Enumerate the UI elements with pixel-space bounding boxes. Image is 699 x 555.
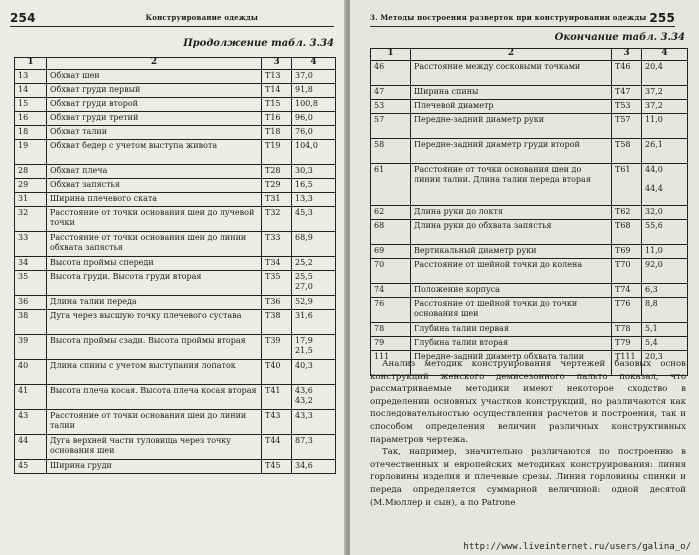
measurement-name: Обхват бедер с учетом выступа живота (47, 140, 262, 165)
table-row (371, 220, 688, 245)
measurement-code: T32 (262, 207, 292, 232)
table-row (15, 112, 336, 126)
measurement-code: T35 (262, 271, 292, 296)
measurement-value: 17,9 21,5 (292, 335, 336, 360)
row-number: 14 (15, 84, 47, 98)
measurement-value: 31,6 (292, 310, 336, 335)
measurement-code: T13 (262, 70, 292, 84)
measurement-value: 11,0 (642, 245, 688, 259)
table-row (371, 114, 688, 139)
table-row (15, 271, 336, 296)
measurement-value: 8,8 (642, 298, 688, 323)
table-row (371, 323, 688, 337)
measurement-name: Расстояние от точки основания шеи до линии обхвата запястья (47, 232, 262, 257)
measurement-name: Расстояние от шейной точки до колена (411, 259, 612, 284)
row-number: 61 (371, 164, 411, 206)
row-number: 70 (371, 259, 411, 284)
table-row (371, 164, 688, 206)
measurement-code: T31 (262, 193, 292, 207)
measurement-value: 16,5 (292, 179, 336, 193)
row-number: 39 (15, 335, 47, 360)
measurement-code: T76 (612, 298, 642, 323)
table-row (15, 165, 336, 179)
table-row (15, 126, 336, 140)
table-header-row (15, 58, 336, 70)
measurement-code: T61 (612, 164, 642, 206)
table-row (15, 193, 336, 207)
measurement-name: Дуга через высшую точку плечевого сустава (47, 310, 262, 335)
measurement-code: T33 (262, 232, 292, 257)
table-row (15, 232, 336, 257)
measurement-value: 55,6 (642, 220, 688, 245)
measurement-value: 11,0 (642, 114, 688, 139)
measurement-name: Глубина талии вторая (411, 337, 612, 351)
table-row (15, 410, 336, 435)
measurement-value: 37,2 (642, 86, 688, 100)
measurement-name: Ширина плечевого ската (47, 193, 262, 207)
measurement-name: Положение корпуса (411, 284, 612, 298)
measurement-code: T62 (612, 206, 642, 220)
measurement-value: 37,2 (642, 100, 688, 114)
measurement-value: 76,0 (292, 126, 336, 140)
measurement-name: Глубина талии первая (411, 323, 612, 337)
column-header: 4 (642, 49, 688, 61)
measurement-name: Ширина спины (411, 86, 612, 100)
row-number: 33 (15, 232, 47, 257)
row-number: 38 (15, 310, 47, 335)
measurement-code: T74 (612, 284, 642, 298)
measurement-name: Расстояние между сосковыми точками (411, 61, 612, 86)
table-body (15, 70, 336, 474)
measurement-name: Высота груди. Высота груди вторая (47, 271, 262, 296)
row-number: 78 (371, 323, 411, 337)
row-number: 28 (15, 165, 47, 179)
measurement-value: 104,0 (292, 140, 336, 165)
column-header: 4 (292, 58, 336, 70)
measurement-value: 34,6 (292, 460, 336, 474)
measurement-name: Обхват талии (47, 126, 262, 140)
measurement-value: 43,3 (292, 410, 336, 435)
measurement-code: T16 (262, 112, 292, 126)
measurement-name: Высота проймы сзади. Высота проймы вторая (47, 335, 262, 360)
table-row (371, 100, 688, 114)
measurement-name: Ширина груди (47, 460, 262, 474)
measurement-code: T44 (262, 435, 292, 460)
table-row (15, 335, 336, 360)
row-number: 69 (371, 245, 411, 259)
table-row (15, 460, 336, 474)
measurement-value: 43,6 43,2 (292, 385, 336, 410)
row-number: 47 (371, 86, 411, 100)
measurement-name: Вертикальный диаметр руки (411, 245, 612, 259)
table-row (15, 310, 336, 335)
measurement-name: Обхват груди первый (47, 84, 262, 98)
measurement-code: T14 (262, 84, 292, 98)
row-number: 18 (15, 126, 47, 140)
measurement-value: 6,3 (642, 284, 688, 298)
table-row (15, 179, 336, 193)
measurement-code: T36 (262, 296, 292, 310)
measurement-value: 91,8 (292, 84, 336, 98)
measurement-code: T15 (262, 98, 292, 112)
measurement-value: 92,0 (642, 259, 688, 284)
measurement-value: 25,5 27,0 (292, 271, 336, 296)
row-number: 29 (15, 179, 47, 193)
table-row (371, 298, 688, 323)
table-row (15, 435, 336, 460)
measurement-code: T79 (612, 337, 642, 351)
measurement-value: 5,1 (642, 323, 688, 337)
measurement-code: T29 (262, 179, 292, 193)
table-row (15, 70, 336, 84)
table-row (371, 206, 688, 220)
measurement-value: 52,9 (292, 296, 336, 310)
table-row (15, 98, 336, 112)
measurement-name: Расстояние от точки основания шеи до лучевой точки (47, 207, 262, 232)
measurement-code: T57 (612, 114, 642, 139)
measurement-value: 45,3 (292, 207, 336, 232)
table-row (15, 257, 336, 271)
table-row (371, 139, 688, 164)
table-caption: Продолжение табл. 3.34 (183, 38, 334, 49)
measurement-value: 44,0 44,4 (642, 164, 688, 206)
measurement-name: Расстояние от точки основания шеи до линии талии. Длина талии переда вторая (411, 164, 612, 206)
row-number: 62 (371, 206, 411, 220)
table-row (371, 284, 688, 298)
measurement-code: T68 (612, 220, 642, 245)
table-row (371, 337, 688, 351)
row-number: 19 (15, 140, 47, 165)
table-row (15, 84, 336, 98)
table-row (15, 385, 336, 410)
right-page-header (370, 9, 675, 27)
measurement-code: T43 (262, 410, 292, 435)
measurement-code: T28 (262, 165, 292, 179)
running-title: Конструирование одежды (145, 13, 259, 22)
measurement-name: Передне-задний диаметр груди второй (411, 139, 612, 164)
row-number: 36 (15, 296, 47, 310)
row-number: 79 (371, 337, 411, 351)
measurement-code: T69 (612, 245, 642, 259)
measurements-table-end (370, 48, 688, 376)
row-number: 45 (15, 460, 47, 474)
measurement-name: Дуга верхней части туловища через точку основания шеи (47, 435, 262, 460)
row-number: 31 (15, 193, 47, 207)
body-text (370, 358, 686, 509)
row-number: 34 (15, 257, 47, 271)
measurement-name: Длина спины с учетом выступания лопаток (47, 360, 262, 385)
measurement-name: Длина руки до обхвата запястья (411, 220, 612, 245)
measurement-value: 20,4 (642, 61, 688, 86)
row-number: 74 (371, 284, 411, 298)
table-row (371, 86, 688, 100)
measurement-value: 32,0 (642, 206, 688, 220)
column-header: 1 (15, 58, 47, 70)
measurement-name: Длина талии переда (47, 296, 262, 310)
measurement-value: 13,3 (292, 193, 336, 207)
measurement-name: Плечевой диаметр (411, 100, 612, 114)
measurement-name: Расстояние от шейной точки до точки основания шеи (411, 298, 612, 323)
measurement-value: 5,4 (642, 337, 688, 351)
column-header: 3 (612, 49, 642, 61)
row-number: 13 (15, 70, 47, 84)
measurement-code: T19 (262, 140, 292, 165)
measurement-code: T34 (262, 257, 292, 271)
measurement-code: T58 (612, 139, 642, 164)
measurement-value: 26,1 (642, 139, 688, 164)
table-row (371, 259, 688, 284)
measurement-value: 25,2 (292, 257, 336, 271)
measurement-name: Передне-задний диаметр руки (411, 114, 612, 139)
measurement-code: T41 (262, 385, 292, 410)
measurement-code: T47 (612, 86, 642, 100)
measurement-value: 100,8 (292, 98, 336, 112)
measurement-code: T40 (262, 360, 292, 385)
measurement-name: Длина руки до локтя (411, 206, 612, 220)
row-number: 58 (371, 139, 411, 164)
row-number: 35 (15, 271, 47, 296)
measurement-code: T111 (612, 351, 642, 376)
measurement-name: Обхват шеи (47, 70, 262, 84)
column-header: 3 (262, 58, 292, 70)
measurement-value: 30,3 (292, 165, 336, 179)
column-header: 2 (47, 58, 262, 70)
measurement-code: T53 (612, 100, 642, 114)
column-header: 1 (371, 49, 411, 61)
page-number: 255 (649, 10, 675, 25)
column-header: 2 (411, 49, 612, 61)
running-title: 3. Методы построения разверток при конструировании одежды (370, 13, 647, 22)
row-number: 68 (371, 220, 411, 245)
measurement-value: 37,0 (292, 70, 336, 84)
row-number: 111 (371, 351, 411, 376)
measurement-code: T46 (612, 61, 642, 86)
table-row (15, 360, 336, 385)
paragraph: Анализ методик конструирования чертежей базовых основ конструкций женского демисезонного пальто показал, что рассматриваемые методики имеют некоторое сходство в определении основных участков конструкций, но различаются как последовательностью осуществления расчетов и построения, так и способом определения величин различных конструктивных параметров чертежа. (370, 359, 686, 445)
measurement-code: T45 (262, 460, 292, 474)
table-row (371, 245, 688, 259)
measurement-code: T78 (612, 323, 642, 337)
table-row (15, 296, 336, 310)
row-number: 41 (15, 385, 47, 410)
measurement-value: 40,3 (292, 360, 336, 385)
measurement-name: Обхват груди второй (47, 98, 262, 112)
measurement-name: Высота плеча косая. Высота плеча косая вторая (47, 385, 262, 410)
row-number: 16 (15, 112, 47, 126)
measurement-value: 87,3 (292, 435, 336, 460)
right-page (350, 0, 699, 555)
measurement-value: 96,0 (292, 112, 336, 126)
measurement-name: Расстояние от точки основания шеи до линии талии (47, 410, 262, 435)
table-caption: Окончание табл. 3.34 (554, 32, 685, 43)
row-number: 46 (371, 61, 411, 86)
measurement-value: 20,3 (642, 351, 688, 376)
measurement-code: T39 (262, 335, 292, 360)
row-number: 32 (15, 207, 47, 232)
row-number: 44 (15, 435, 47, 460)
table-header-row (371, 49, 688, 61)
row-number: 76 (371, 298, 411, 323)
row-number: 57 (371, 114, 411, 139)
measurement-name: Высота проймы спереди (47, 257, 262, 271)
row-number: 15 (15, 98, 47, 112)
measurement-name: Передне-задний диаметр обхвата талии (411, 351, 612, 376)
row-number: 40 (15, 360, 47, 385)
row-number: 43 (15, 410, 47, 435)
table-body (371, 61, 688, 376)
page-number: 254 (10, 10, 36, 25)
row-number: 53 (371, 100, 411, 114)
table-row (15, 140, 336, 165)
table-row (15, 207, 336, 232)
measurement-code: T38 (262, 310, 292, 335)
measurement-code: T70 (612, 259, 642, 284)
footer-url: http://www.liveinternet.ru/users/galina_o/ (463, 542, 691, 552)
measurement-value: 68,9 (292, 232, 336, 257)
measurement-code: T18 (262, 126, 292, 140)
measurement-name: Обхват запястья (47, 179, 262, 193)
measurement-name: Обхват груди третий (47, 112, 262, 126)
measurements-table-continued (14, 57, 336, 474)
table-row (371, 61, 688, 86)
left-page-header (10, 9, 334, 27)
paragraph: Так, например, значительно различаются по построению в отечественных и европейских методиках конструирования: линия горловины изделия и плечевые срезы. Линия горловины спинки и переда определяется суммарной величиной: одной десятой (М.Мюллер и сын), а по Patrone (370, 447, 686, 508)
measurement-name: Обхват плеча (47, 165, 262, 179)
left-page (0, 0, 346, 555)
